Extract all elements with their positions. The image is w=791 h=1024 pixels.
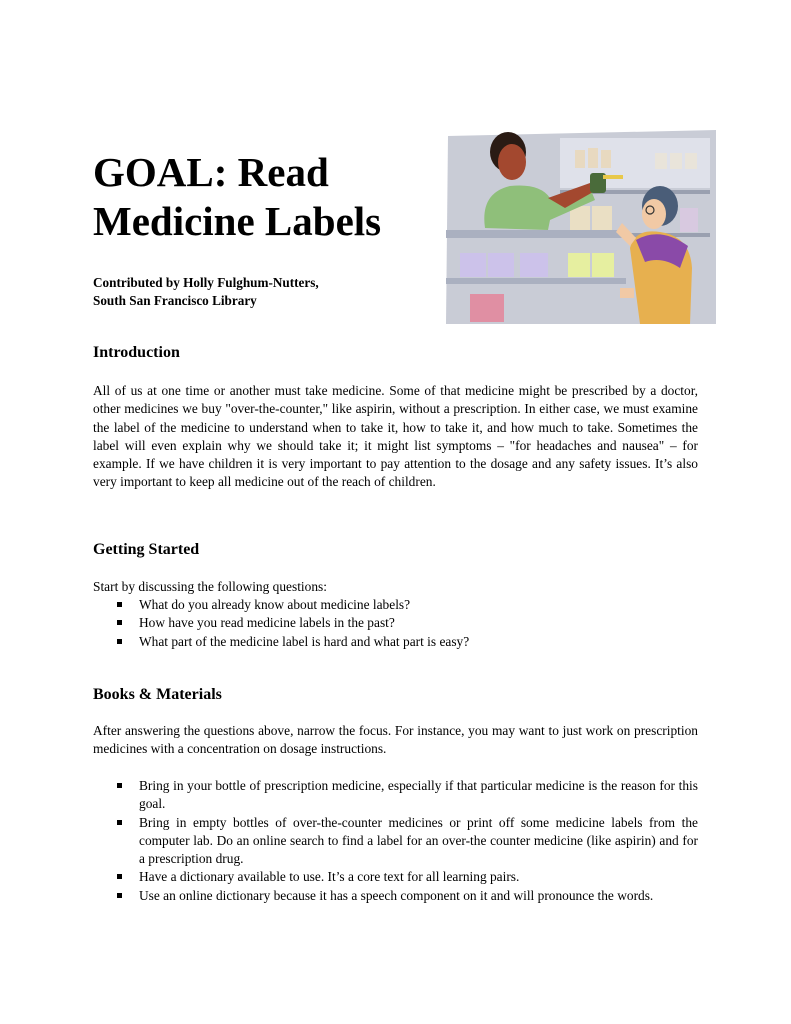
pharmacist-customer-clipart-icon [440,128,720,328]
books-materials-intro: After answering the questions above, narrow the focus. For instance, you may want to just work on prescription medicines with a concentration on dosage instructions. [93,723,698,757]
list-item: What do you already know about medicine labels? [93,596,698,614]
list-item: Bring in empty bottles of over-the-counter medicines or print off some medicine labels from the computer lab. Do an online search to find a label for an over-the counter medicine (like aspirin) and for a prescription drug. [93,814,698,869]
books-materials-list [93,777,698,905]
introduction-paragraph: All of us at one time or another must take medicine. Some of that medicine might be prescribed by a doctor, other medicines we buy "over-the-counter," like aspirin, without a prescription. In either case, we must examine the label of the medicine to understand when to take it, how to take it, and how much to take. Sometimes the label will even explain why we should take it; it might list symptoms – "for headaches and nausea" – for example. If we have children it is very important to pay attention to the dosage and any safety issues. It’s also very important to keep all medicine out of the reach of children. [93,383,698,490]
getting-started-intro: Start by discussing the following questions: [93,579,327,594]
list-item: Bring in your bottle of prescription medicine, especially if that particular medicine is the reason for this goal. [93,777,698,814]
list-item: How have you read medicine labels in the past? [93,614,698,632]
list-item: What part of the medicine label is hard and what part is easy? [93,633,698,651]
page-title [93,148,433,246]
getting-started-list [93,596,698,651]
title-line-1: GOAL: Read [93,149,329,195]
books-materials-heading: Books & Materials [93,686,222,703]
getting-started-heading: Getting Started [93,541,200,558]
list-item: Use an online dictionary because it has a speech component on it and will pronounce the words. [93,887,698,905]
title-line-2: Medicine Labels [93,198,382,244]
credit-line-1: Contributed by Holly Fulghum-Nutters, [93,275,319,290]
credit-line-2: South San Francisco Library [93,293,257,308]
contributor-credit [93,274,433,310]
introduction-heading: Introduction [93,344,180,361]
list-item: Have a dictionary available to use. It’s a core text for all learning pairs. [93,868,698,886]
